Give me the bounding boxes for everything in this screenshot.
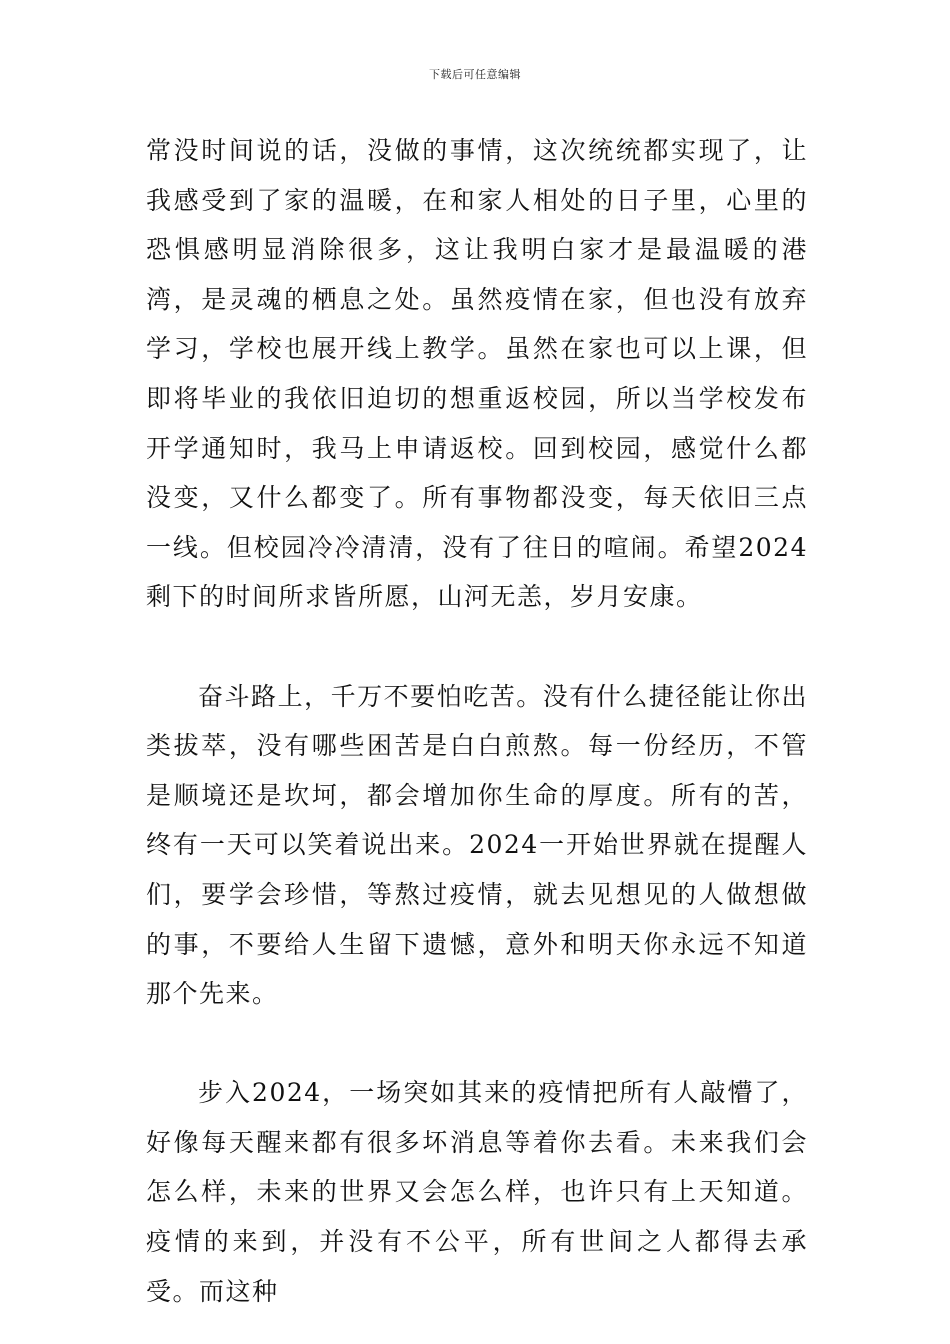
paragraph-1: 常没时间说的话，没做的事情，这次统统都实现了，让我感受到了家的温暖，在和家人相处的日子里，心里的恐惧感明显消除很多，这让我明白家才是最温暖的港湾，是灵魂的栖息之处。虽然疫情在家，但也没有放弃学习，学校也展开线上教学。虽然在家也可以上课，但即将毕业的我依旧迫切的想重返校园，所以当学校发布开学通知时，我马上申请返校。回到校园，感觉什么都没变，又什么都变了。所有事物都没变，每天依旧三点一线。但校园冷冷清清，没有了往日的喧闹。希望2024剩下的时间所求皆所愿，山河无恙，岁月安康。 (146, 136, 808, 612)
document-body (146, 126, 808, 1316)
page-header: 下载后可任意编辑 (429, 68, 521, 81)
paragraph-2: 奋斗路上，千万不要怕吃苦。没有什么捷径能让你出类拔萃，没有哪些困苦是白白煎熬。每一份经历，不管是顺境还是坎坷，都会增加你生命的厚度。所有的苦，终有一天可以笑着说出来。2024一开始世界就在提醒人们，要学会珍惜，等熬过疫情，就去见想见的人做想做的事，不要给人生留下遗憾，意外和明天你永远不知道那个先来。 (146, 681, 808, 1009)
paragraph-3: 步入2024，一场突如其来的疫情把所有人敲懵了，好像每天醒来都有很多坏消息等着你去看。未来我们会怎么样，未来的世界又会怎么样，也许只有上天知道。疫情的来到，并没有不公平，所有世间之人都得去承受。而这种 (146, 1078, 808, 1306)
paragraph-spacer (146, 622, 808, 672)
paragraph-spacer (146, 1019, 808, 1069)
